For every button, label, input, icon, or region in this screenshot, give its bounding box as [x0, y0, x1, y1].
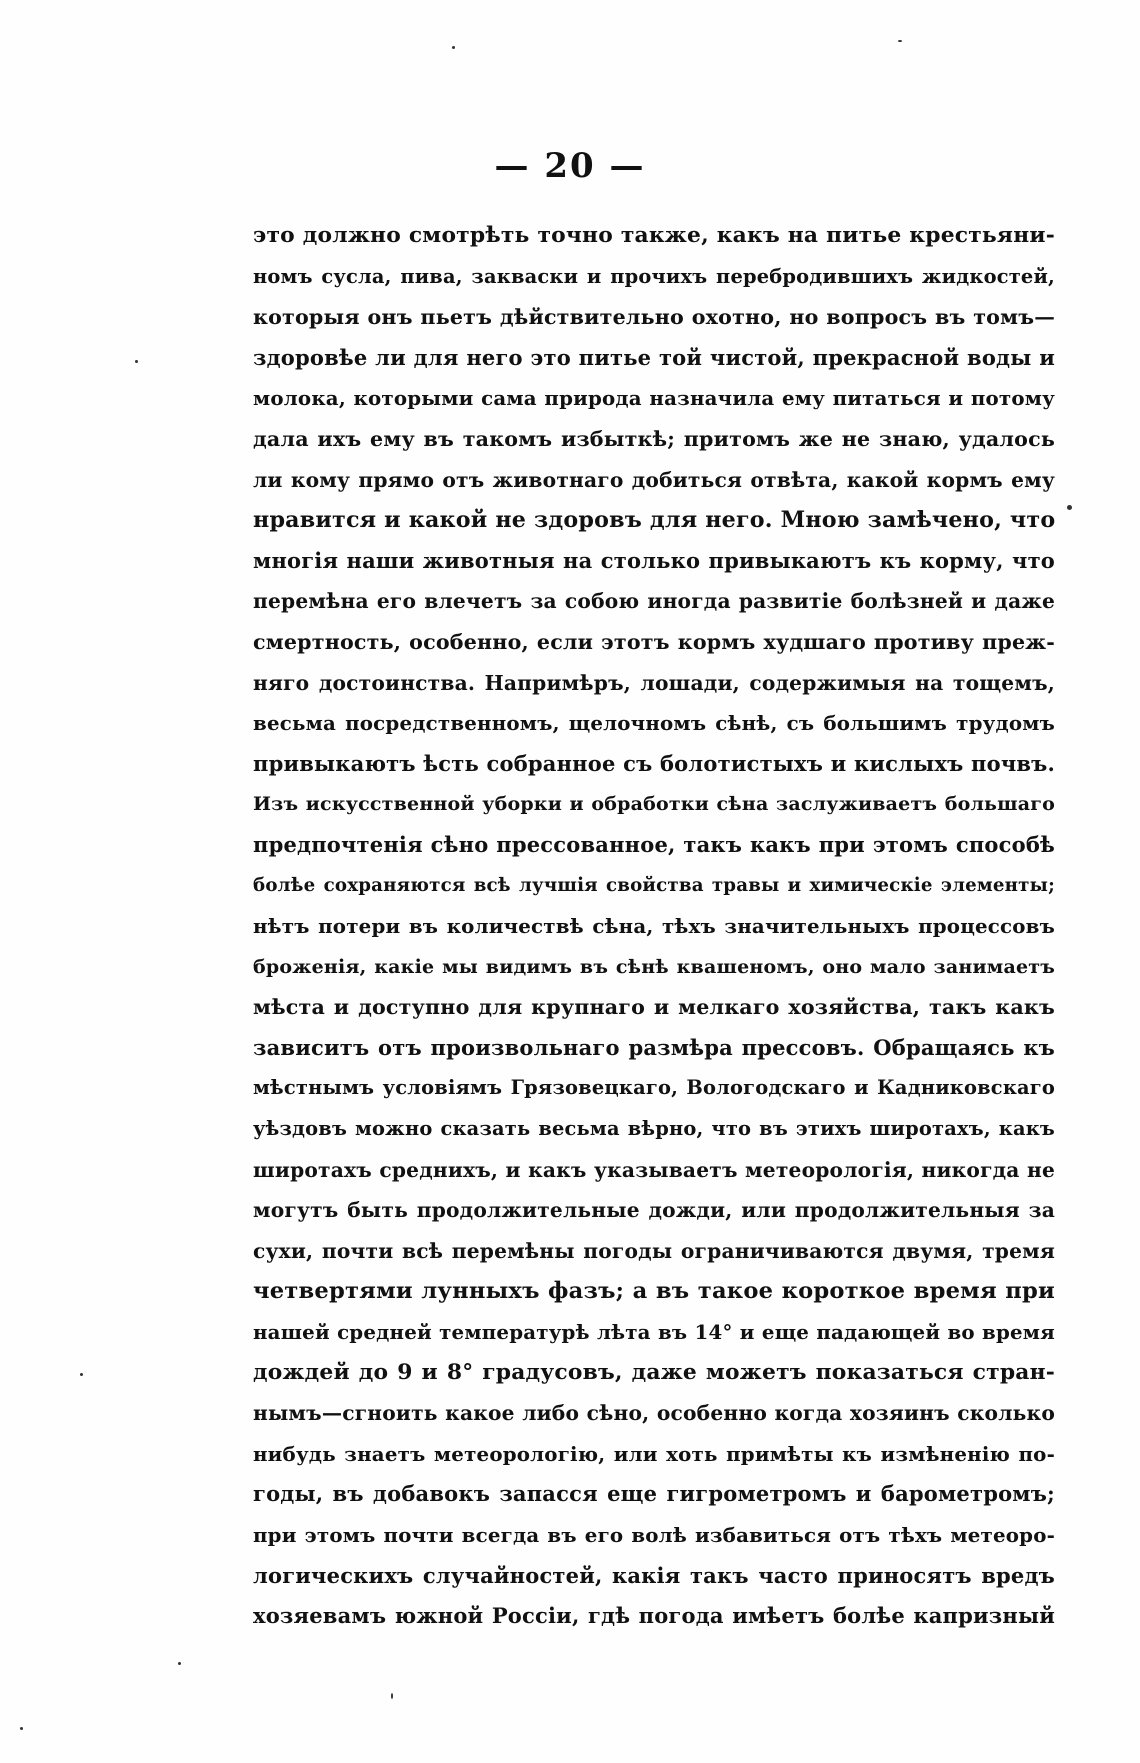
text-line: многія наши животныя на столько привыкаютъ къ корму, что [253, 547, 1055, 573]
text-line: хозяевамъ южной Россіи, гдѣ погода имѣетъ болѣе капризный [253, 1603, 1055, 1629]
scan-speck [898, 40, 902, 42]
text-line: которыя онъ пьетъ дѣйствительно охотно, но вопросъ въ томъ— [253, 305, 1055, 330]
text-line: болѣе сохраняются всѣ лучшія свойства травы и химическіе элементы; [253, 874, 1055, 896]
text-line: привыкаютъ ѣсть собранное съ болотистыхъ и кислыхъ почвъ. [253, 750, 1055, 776]
text-line: смертность, особенно, если этотъ кормъ худшаго противу преж- [253, 629, 1055, 654]
text-line: могутъ быть продолжительные дожди, или продолжительныя за [253, 1198, 1055, 1223]
scan-speck [20, 1727, 23, 1730]
scan-speck [452, 46, 455, 49]
scan-speck [80, 1373, 83, 1376]
text-line: предпочтенія сѣно прессованное, такъ какъ при этомъ способѣ [253, 831, 1055, 857]
text-line: это должно смотрѣть точно также, какъ на питье крестьяни- [253, 223, 1055, 248]
page-number: — 20 — [494, 146, 646, 186]
text-line: номъ сусла, пива, закваски и прочихъ перебродившихъ жидкостей, [253, 264, 1055, 288]
text-line: мѣстнымъ условіямъ Грязовецкаго, Вологодскаго и Кадниковскаго [253, 1076, 1055, 1100]
body-text [253, 216, 1055, 1637]
text-line: дала ихъ ему въ такомъ избыткѣ; притомъ же не знаю, удалось [253, 426, 1055, 451]
text-line: сухи, почти всѣ перемѣны погоды ограничиваются двумя, тремя [253, 1238, 1055, 1263]
text-line: четвертями лунныхъ фазъ; а въ такое короткое время при [253, 1278, 1055, 1305]
text-line: при этомъ почти всегда въ его волѣ избавиться отъ тѣхъ метеоро- [253, 1523, 1055, 1547]
text-line: широтахъ среднихъ, и какъ указываетъ метеорологія, никогда не [253, 1157, 1055, 1182]
text-line: дождей до 9 и 8° градусовъ, даже можетъ показаться стран- [253, 1359, 1055, 1385]
text-line: весьма посредственномъ, щелочномъ сѣнѣ, съ большимъ трудомъ [253, 711, 1055, 736]
scan-speck [391, 1693, 393, 1699]
text-line: нашей средней температурѣ лѣта въ 14° и еще падающей во время [253, 1320, 1055, 1345]
text-line: Изъ искусственной уборки и обработки сѣна заслуживаетъ большаго [253, 793, 1055, 816]
scan-speck [1067, 505, 1072, 510]
text-line: нѣтъ потери въ количествѣ сѣна, тѣхъ значительныхъ процессовъ [253, 914, 1055, 939]
text-line: логическихъ случайностей, какія такъ часто приносятъ вредъ [253, 1562, 1055, 1588]
text-line: няго достоинства. Напримѣръ, лошади, содержимыя на тощемъ, [253, 670, 1055, 695]
scan-speck [178, 1662, 181, 1665]
text-line: здоровѣе ли для него это питье той чистой, прекрасной воды и [253, 344, 1055, 370]
text-line: броженія, какіе мы видимъ въ сѣнѣ квашеномъ, оно мало занимаетъ [253, 955, 1055, 978]
text-line: мѣста и доступно для крупнаго и мелкаго хозяйства, такъ какъ [253, 995, 1055, 1020]
text-line: нибудь знаетъ метеорологію, или хоть примѣты къ измѣненію по- [253, 1441, 1055, 1466]
text-line: зависитъ отъ произвольнаго размѣра прессовъ. Обращаясь къ [253, 1034, 1055, 1060]
text-line: уѣздовъ можно сказать весьма вѣрно, что въ этихъ широтахъ, какъ [253, 1117, 1055, 1141]
text-line: молока, которыми сама природа назначила ему питаться и потому [253, 386, 1055, 411]
text-line: нравится и какой не здоровъ для него. Мною замѣчено, что [253, 507, 1055, 534]
text-line: нымъ—сгноить какое либо сѣно, особенно когда хозяинъ сколько [253, 1401, 1055, 1426]
text-line: годы, въ добавокъ запасся еще гигрометромъ и барометромъ; [253, 1481, 1055, 1507]
scan-speck [135, 360, 138, 363]
text-line: ли кому прямо отъ животнаго добиться отвѣта, какой кормъ ему [253, 467, 1055, 492]
text-line: перемѣна его влечетъ за собою иногда развитіе болѣзней и даже [253, 589, 1055, 614]
